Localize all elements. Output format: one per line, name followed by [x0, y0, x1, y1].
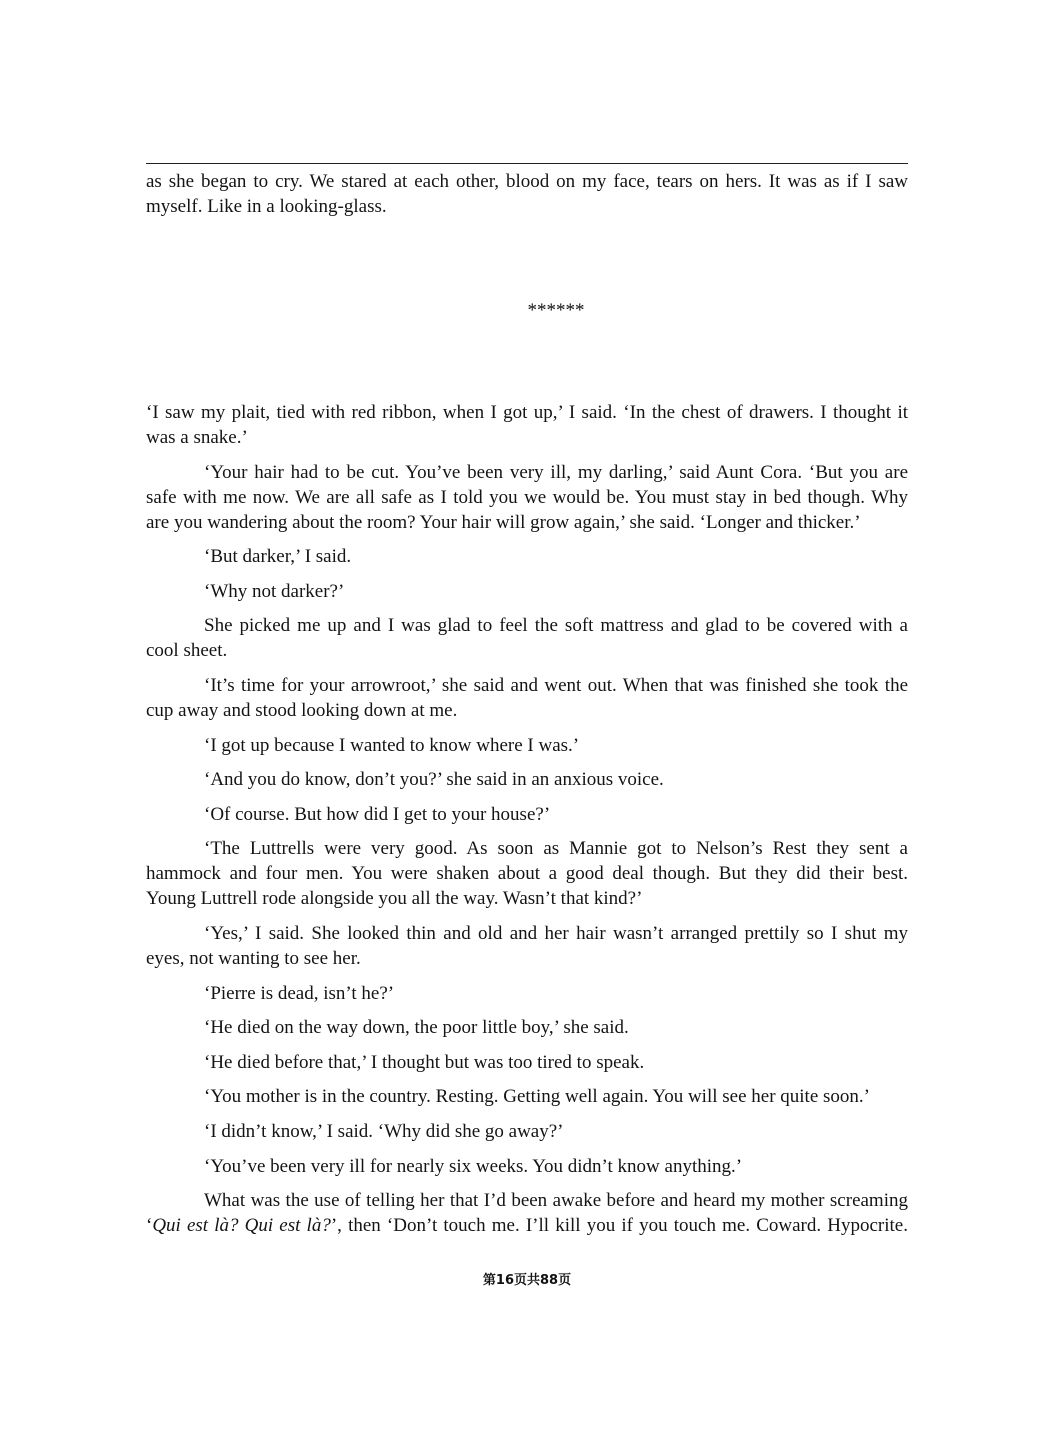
- paragraph-line: [146, 1213, 908, 1238]
- paragraph-line: as she began to cry. We stared at each other, blood on my face, tears on hers. It was as if I saw: [146, 171, 908, 192]
- body-text: [146, 169, 908, 1238]
- quote-open: ‘: [146, 1215, 153, 1237]
- paragraph-line: ‘You mother is in the country. Resting. Getting well again. You will see her quite soon.’: [204, 1086, 870, 1108]
- paragraph-line: ‘I saw my plait, tied with red ribbon, when I got up,’ I said. ‘In the chest of drawers. I thought it: [146, 402, 908, 423]
- paragraph-line: are you wandering about the room? Your hair will grow again,’ she said. ‘Longer and thicker.’: [146, 511, 861, 533]
- paragraph-line: ‘Why not darker?’: [204, 580, 345, 602]
- section-separator: ******: [527, 300, 585, 321]
- paragraph: [146, 1188, 908, 1238]
- paragraph: [146, 836, 908, 911]
- paragraph: [146, 673, 908, 723]
- paragraph-line: ‘But darker,’ I said.: [204, 546, 352, 568]
- page-number-footer: 第16页共88页: [482, 1273, 572, 1288]
- paragraph-line: ‘Of course. But how did I get to your house?’: [204, 803, 551, 825]
- line-remainder: ’, then ‘Don’t touch me. I’ll kill you if you touch me. Coward. Hypocrite.: [330, 1215, 908, 1237]
- paragraph-line: Young Luttrell rode alongside you all the way. Wasn’t that kind?’: [146, 888, 643, 910]
- paragraph-line: ‘It’s time for your arrowroot,’ she said and went out. When that was finished she took the: [204, 674, 908, 696]
- paragraph: [146, 1154, 908, 1179]
- paragraph: [146, 579, 908, 604]
- paragraph: [146, 767, 908, 792]
- paragraph-line: ‘I didn’t know,’ I said. ‘Why did she go away?’: [204, 1120, 564, 1142]
- paragraph-line: myself. Like in a looking-glass.: [146, 196, 387, 217]
- paragraph: [146, 544, 908, 569]
- paragraph: [146, 1084, 908, 1109]
- paragraph: [146, 613, 908, 663]
- paragraph-line: eyes, not wanting to see her.: [146, 947, 361, 969]
- paragraph: [146, 1050, 908, 1075]
- paragraph: [146, 1119, 908, 1144]
- paragraph-line: ‘The Luttrells were very good. As soon as Mannie got to Nelson’s Rest they sent a: [204, 838, 908, 860]
- paragraph: [146, 400, 908, 450]
- paragraph-line: ‘And you do know, don’t you?’ she said in an anxious voice.: [204, 769, 664, 791]
- paragraph-line: She picked me up and I was glad to feel the soft mattress and glad to be covered with a: [204, 615, 908, 637]
- paragraph-line: ‘He died on the way down, the poor little boy,’ she said.: [204, 1017, 629, 1039]
- italic-french-phrase: Qui est là? Qui est là?: [152, 1215, 331, 1237]
- paragraph-line: ‘I got up because I wanted to know where I was.’: [204, 734, 580, 756]
- paragraph: [146, 981, 908, 1006]
- paragraph: [146, 460, 908, 535]
- paragraph: [146, 802, 908, 827]
- paragraph: [146, 921, 908, 971]
- header-rule: [146, 163, 908, 164]
- paragraph: [146, 169, 908, 219]
- paragraph-line: cool sheet.: [146, 640, 228, 662]
- paragraph-line: What was the use of telling her that I’d been awake before and heard my mother screaming: [204, 1190, 908, 1212]
- paragraph-line: ‘He died before that,’ I thought but was too tired to speak.: [204, 1051, 645, 1073]
- paragraph-line: ‘Your hair had to be cut. You’ve been very ill, my darling,’ said Aunt Cora. ‘But you are: [204, 461, 908, 483]
- paragraph-line: ‘Pierre is dead, isn’t he?’: [204, 982, 395, 1004]
- paragraph-line: hammock and four men. You were shaken about a good deal though. But they did their best.: [146, 863, 908, 885]
- paragraph-line: cup away and stood looking down at me.: [146, 699, 458, 721]
- paragraph-line: was a snake.’: [146, 427, 248, 448]
- paragraph-line: safe with me now. We are all safe as I told you we would be. You must stay in bed though. Why: [146, 486, 908, 508]
- paragraph-line: ‘You’ve been very ill for nearly six weeks. You didn’t know anything.’: [204, 1155, 743, 1177]
- paragraph: [146, 733, 908, 758]
- paragraph: [146, 1015, 908, 1040]
- paragraph-line: ‘Yes,’ I said. She looked thin and old and her hair wasn’t arranged prettily so I shut my: [204, 922, 908, 944]
